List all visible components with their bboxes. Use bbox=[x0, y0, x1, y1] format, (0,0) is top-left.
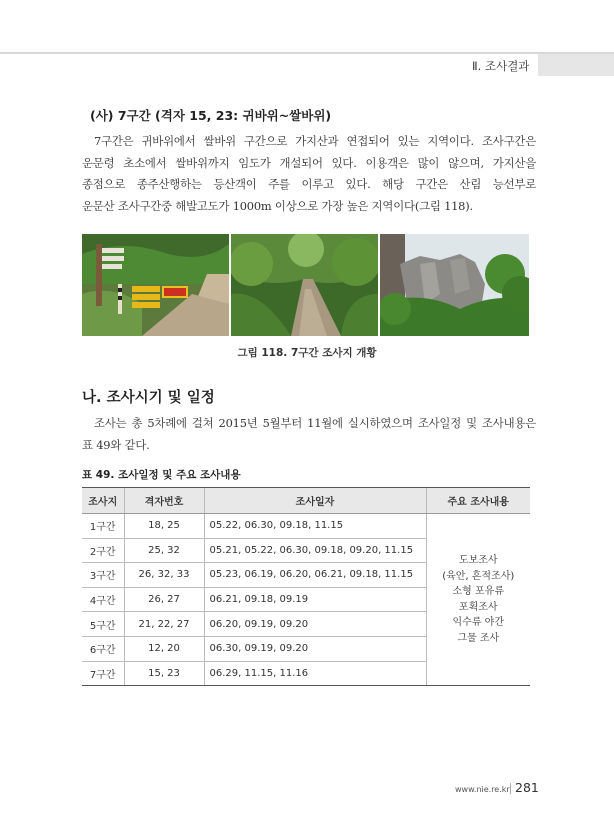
section-paragraph bbox=[82, 413, 536, 456]
paragraph-line: 표 49와 같다. bbox=[82, 437, 150, 452]
figure-caption: 그림 118. 7구간 조사지 개황 bbox=[237, 347, 377, 359]
footer-url: www.nie.re.kr bbox=[455, 785, 510, 794]
content-line: (육안, 흔적조사) bbox=[442, 570, 515, 582]
cell-site: 5구간 bbox=[82, 612, 124, 637]
paragraph-line: 운문령 초소에서 쌀바위까지 임도가 개설되어 있다. 이용객은 많이 않으며, 가지산을 bbox=[82, 155, 536, 170]
cell-dates: 06.29, 11.15, 11.16 bbox=[204, 661, 426, 686]
content-line: 포획조사 bbox=[458, 601, 498, 613]
paragraph-line: 7구간은 귀바위에서 쌀바위 구간으로 가지산과 연접되어 있는 지역이다. 조사구간은 bbox=[94, 134, 536, 148]
cell-dates: 05.22, 06.30, 09.18, 11.15 bbox=[204, 514, 426, 539]
cell-site: 1구간 bbox=[82, 514, 124, 539]
content-line: 소형 포유류 bbox=[452, 586, 504, 598]
page-number: 281 bbox=[515, 780, 539, 795]
header-grid: 격자번호 bbox=[124, 488, 204, 514]
cell-grid: 12, 20 bbox=[124, 636, 204, 661]
content-line: 도보조사 bbox=[458, 555, 498, 567]
cell-dates: 05.21, 05.22, 06.30, 09.18, 09.20, 11.15 bbox=[204, 538, 426, 563]
cell-site: 3구간 bbox=[82, 563, 124, 588]
section-title: 나. 조사시기 및 일정 bbox=[82, 390, 215, 406]
table-header-row bbox=[82, 488, 530, 514]
cell-dates: 06.30, 09.19, 09.20 bbox=[204, 636, 426, 661]
cell-grid: 15, 23 bbox=[124, 661, 204, 686]
survey-schedule-table bbox=[82, 487, 530, 686]
header-dates: 조사일자 bbox=[204, 488, 426, 514]
content-line: 그물 조사 bbox=[457, 632, 500, 644]
photo-trail-signpost bbox=[82, 234, 229, 336]
header-tab-box bbox=[538, 54, 614, 76]
paragraph-line: 조사는 총 5차례에 걸쳐 2015년 5월부터 11월에 실시하였으며 조사일정 및 조사내용은 bbox=[94, 416, 536, 430]
cell-grid: 21, 22, 27 bbox=[124, 612, 204, 637]
cell-site: 2구간 bbox=[82, 538, 124, 563]
subsection-title: (사) 7구간 (격자 15, 23: 귀바위~쌀바위) bbox=[90, 108, 332, 123]
footer-separator bbox=[510, 783, 511, 794]
cell-site: 6구간 bbox=[82, 636, 124, 661]
cell-dates: 06.20, 09.19, 09.20 bbox=[204, 612, 426, 637]
header-site: 조사지 bbox=[82, 488, 124, 514]
photo-rock-peak bbox=[380, 234, 529, 336]
cell-dates: 06.21, 09.18, 09.19 bbox=[204, 587, 426, 612]
cell-grid: 18, 25 bbox=[124, 514, 204, 539]
cell-grid: 25, 32 bbox=[124, 538, 204, 563]
cell-dates: 05.23, 06.19, 06.20, 06.21, 09.18, 11.15 bbox=[204, 563, 426, 588]
cell-site: 7구간 bbox=[82, 661, 124, 686]
header-rule bbox=[0, 52, 614, 54]
cell-survey-content bbox=[426, 514, 530, 686]
paragraph-line: 운문산 조사구간중 해발고도가 1000m 이상으로 가장 높은 지역이다(그림 118). bbox=[82, 198, 473, 213]
table-row bbox=[82, 514, 530, 539]
table-caption: 표 49. 조사일정 및 주요 조사내용 bbox=[82, 469, 241, 481]
cell-site: 4구간 bbox=[82, 587, 124, 612]
header-content: 주요 조사내용 bbox=[426, 488, 530, 514]
cell-grid: 26, 32, 33 bbox=[124, 563, 204, 588]
paragraph-line: 종점으로 종주산행하는 등산객이 주를 이루고 있다. 해당 구간은 산림 능선부로 bbox=[82, 177, 536, 191]
content-line: 익수류 야간 bbox=[452, 617, 504, 629]
cell-grid: 26, 27 bbox=[124, 587, 204, 612]
subsection-paragraph bbox=[82, 131, 536, 217]
chapter-label: Ⅱ. 조사결과 bbox=[472, 59, 530, 73]
photo-forest-path bbox=[231, 234, 378, 336]
